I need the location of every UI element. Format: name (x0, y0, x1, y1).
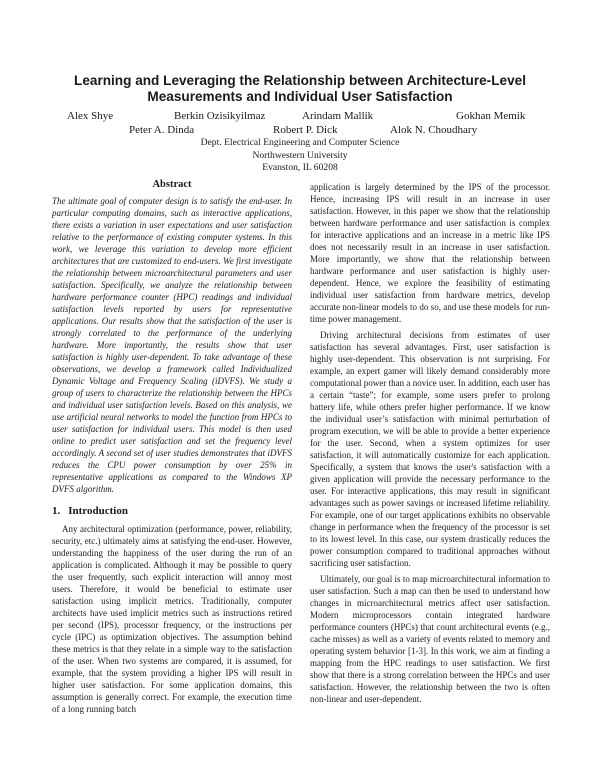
intro-paragraph-1: Any architectural optimization (performance, power, reliability, security, etc.) ultimately aims at satisfying the end-user. However, understanding the happiness of the user during the run of an application is complicated. Although it may be possible to query the user frequently, such explicit interaction will annoy most users. Therefore, it would be beneficial to estimate user satisfaction using implicit metrics. Traditionally, computer architects have used implicit metrics such as instructions retired per second (IPS), processor frequency, or the instructions per cycle (IPC) as optimization objectives. The assumption behind these metrics is that they relate in a simple way to the satisfaction of the user. When two systems are compared, it is assumed, for example, that the system providing a higher IPS will result in higher user satisfaction. For some application domains, this assumption is generally correct. For example, the execution time of a long running batch (52, 524, 292, 714)
section-number: 1. (52, 505, 61, 517)
author-name: Alok N. Choudhary (390, 124, 478, 136)
author-name: Robert P. Dick (273, 124, 338, 136)
author-row-2 (40, 123, 560, 137)
author-name: Berkin Ozisikyilmaz (174, 110, 266, 122)
body-paragraph: Driving architectural decisions from estimates of user satisfaction has several advantages. First, user satisfaction is highly user-dependent. This observation is not surprising. For example, an expert gamer will likely demand considerably more computational power than a novice user. In addition, each user has a certain “taste”; for example, some users prefer to prolong battery life, while others prefer higher performance. If we know the individual user’s satisfaction with minimal perturbation of program execution, we will be able to provide a better experience for the user. Second, when a system optimizes for user satisfaction, it will automatically customize for each application. Specifically, a system that knows the user's satisfaction with a given application will provide the necessary performance to the user. For interactive applications, this may result in significant advantages such as power savings or increased lifetime reliability. For example, one of our target applications exhibits no observable change in performance when the frequency of the processor is set to its lowest level. In this case, our system drastically reduces the power consumption compared to traditional approaches without sacrificing user satisfaction. (310, 330, 550, 568)
title-line-1: Learning and Leveraging the Relationship between Architecture-Level (74, 73, 526, 88)
affiliation-dept: Dept. Electrical Engineering and Computer Science (200, 137, 400, 148)
right-column (310, 181, 550, 705)
author-name: Gokhan Memik (456, 110, 526, 122)
section-heading (52, 505, 292, 518)
paper-title (40, 73, 560, 105)
abstract-heading: Abstract (152, 179, 192, 190)
author-name: Arindam Mallik (302, 110, 374, 122)
affiliation (40, 137, 560, 175)
title-line-2: Measurements and Individual User Satisfaction (147, 89, 453, 104)
author-list (40, 109, 560, 137)
author-row-1 (40, 109, 560, 123)
author-name: Peter A. Dinda (129, 124, 195, 136)
author-name: Alex Shye (67, 110, 114, 122)
abstract-text: The ultimate goal of computer design is to satisfy the end-user. In particular computing domains, such as interactive applications, there exists a variation in user expectations and user satisfaction relative to the performance of existing computer systems. In this work, we leverage this variation to develop more efficient architectures that are customized to end-users. We first investigate the relationship between microarchitectural parameters and user satisfaction. Specifically, we analyze the relationship between hardware performance counter (HPC) readings and individual satisfaction levels reported by users for representative applications. Our results show that the satisfaction of the user is strongly correlated to the performance of the underlying hardware. More importantly, the results show that user satisfaction is highly user-dependent. To take advantage of these observations, we develop a framework called Individualized Dynamic Voltage and Frequency Scaling (iDVFS). We study a group of users to characterize the relationship between the HPCs and individual user satisfaction levels. Based on this analysis, we use artificial neural networks to model the function from HPCs to user satisfaction for individual users. This model is then used online to predict user satisfaction and set the frequency level accordingly. A second set of user studies demonstrates that iDVFS reduces the CPU power consumption by over 25% in representative applications as compared to the Windows XP DVFS algorithm. (52, 196, 292, 494)
affiliation-address: Evanston, IL 60208 (262, 162, 338, 173)
body-paragraph: Ultimately, our goal is to map microarchitectural information to user satisfaction. Such a map can then be used to understand how changes in microarchitectural metrics affect user satisfaction. Modern microprocessors contain integrated hardware performance counters (HPCs) that count architectural events (e.g., cache misses) as well as a variety of events related to memory and operating system behavior [1-3]. In this work, we aim at finding a mapping from the HPC readings to user satisfaction. We first show that there is a strong correlation between the HPCs and user satisfaction. However, the relationship between the two is often non-linear and user-dependent. (310, 574, 550, 704)
affiliation-university: Northwestern University (252, 149, 348, 161)
body-paragraph: application is largely determined by the IPS of the processor. Hence, increasing IPS will result in an increase in user satisfaction. However, in this paper we show that the relationship between hardware performance and user satisfaction is complex for interactive applications and an increase in a metric like IPS does not necessarily result in an increase in user satisfaction. More importantly, we show that the relationship between hardware performance and user satisfaction is highly user-dependent. Hence, we explore the feasibility of estimating individual user satisfaction from hardware metrics, develop accurate non-linear models to do so, and use these models for run-time power management. (310, 182, 550, 324)
section-title: Introduction (68, 505, 128, 517)
left-column (52, 178, 292, 715)
